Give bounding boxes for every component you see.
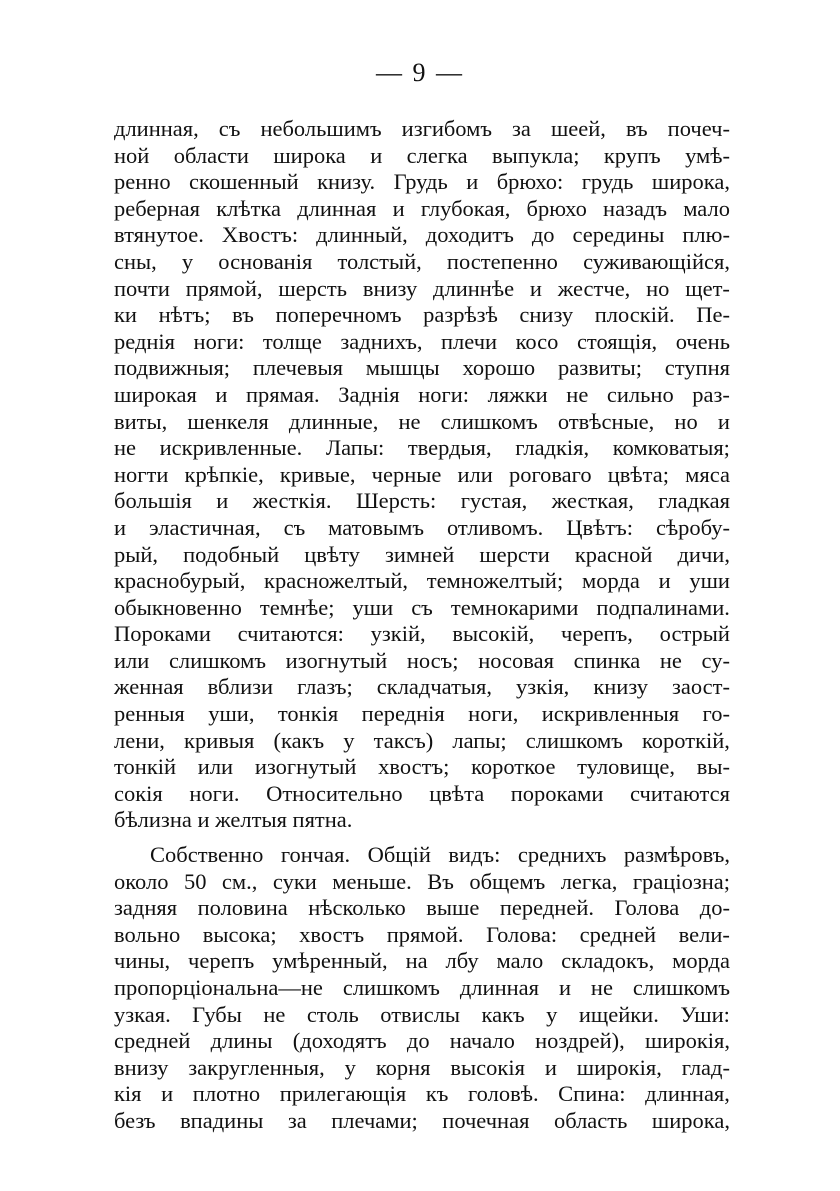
text-line: большія и жесткія. Шерсть: густая, жесткая, гладкая (114, 488, 730, 514)
text-line: внизу закругленныя, у корня высокія и широкія, глад- (114, 1054, 730, 1080)
text-line: около 50 см., суки меньше. Въ общемъ легка, граціозна; (114, 868, 730, 894)
text-line: пропорціональна—не слишкомъ длинная и не слишкомъ (114, 975, 730, 1000)
text-line: краснобурый, красножелтый, темножелтый; морда и уши (114, 568, 730, 594)
text-line: не искривленные. Лапы: твердыя, гладкія, комковатыя; (114, 435, 730, 461)
page-number: — 9 — (376, 58, 464, 87)
paragraph (114, 842, 730, 1135)
text-line: Пороками считаются: узкій, высокій, черепъ, острый (114, 621, 730, 647)
text-line: ренно скошенный книзу. Грудь и брюхо: грудь широка, (114, 169, 730, 195)
text-line: женная вблизи глазъ; складчатыя, узкія, книзу заост- (114, 674, 730, 700)
text-line: реберная клѣтка длинная и глубокая, брюхо назадъ мало (114, 195, 730, 221)
text-line: ногти крѣпкіе, кривые, черные или роговаго цвѣта; мяса (114, 461, 730, 487)
text-line: длинная, съ небольшимъ изгибомъ за шеей, въ почеч- (114, 116, 730, 141)
text-line: Собственно гончая. Общій видъ: среднихъ размѣровъ, (150, 842, 730, 868)
text-line: ной области широка и слегка выпукла; крупъ умѣ- (114, 142, 730, 168)
text-line: почти прямой, шерсть внизу длиннѣе и жестче, но щет- (114, 275, 730, 301)
body-text (114, 116, 730, 1135)
paragraph (114, 116, 730, 834)
text-line: широкая и прямая. Заднія ноги: ляжки не сильно раз- (114, 381, 730, 407)
text-line: или слишкомъ изогнутый носъ; носовая спинка не су- (114, 647, 730, 673)
text-line: тонкій или изогнутый хвостъ; короткое туловище, вы- (114, 754, 730, 780)
text-line: вольно высока; хвостъ прямой. Голова: средней вели- (114, 921, 730, 947)
text-line: средней длины (доходятъ до начало ноздрей), широкія, (114, 1028, 730, 1054)
text-line: ренныя уши, тонкія переднія ноги, искривленныя го- (114, 701, 730, 727)
text-line: чины, черепъ умѣренный, на лбу мало складокъ, морда (114, 948, 730, 974)
text-line: безъ впадины за плечами; почечная область широка, (114, 1107, 730, 1133)
text-line: узкая. Губы не столь отвислы какъ у ищейки. Уши: (114, 1001, 730, 1027)
text-line: реднія ноги: толще заднихъ, плечи косо стоящія, очень (114, 328, 730, 354)
text-line: виты, шенкеля длинные, не слишкомъ отвѣсные, но и (114, 408, 730, 434)
text-line: втянутое. Хвостъ: длинный, доходитъ до середины плю- (114, 222, 730, 248)
text-line: и эластичная, съ матовымъ отливомъ. Цвѣтъ: сѣробу- (114, 514, 730, 540)
text-line: сокія ноги. Относительно цвѣта пороками считаются (114, 780, 730, 806)
text-line: рый, подобный цвѣту зимней шерсти красной дичи, (114, 541, 730, 567)
text-line: обыкновенно темнѣе; уши съ темнокарими подпалинами. (114, 594, 730, 620)
text-line: бѣлизна и желтыя пятна. (114, 807, 353, 833)
text-line: сны, у основанія толстый, постепенно суживающійся, (114, 248, 730, 274)
text-line: кія и плотно прилегающія къ головѣ. Спина: длинная, (114, 1081, 730, 1107)
text-line: подвижныя; плечевыя мышцы хорошо развиты; ступня (114, 355, 730, 381)
text-line: лени, кривыя (какъ у таксъ) лапы; слишкомъ короткій, (114, 727, 730, 753)
text-line: ки нѣтъ; въ поперечномъ разрѣзѣ снизу плоскій. Пе- (114, 302, 730, 328)
text-line: задняя половина нѣсколько выше передней. Голова до- (114, 895, 730, 921)
